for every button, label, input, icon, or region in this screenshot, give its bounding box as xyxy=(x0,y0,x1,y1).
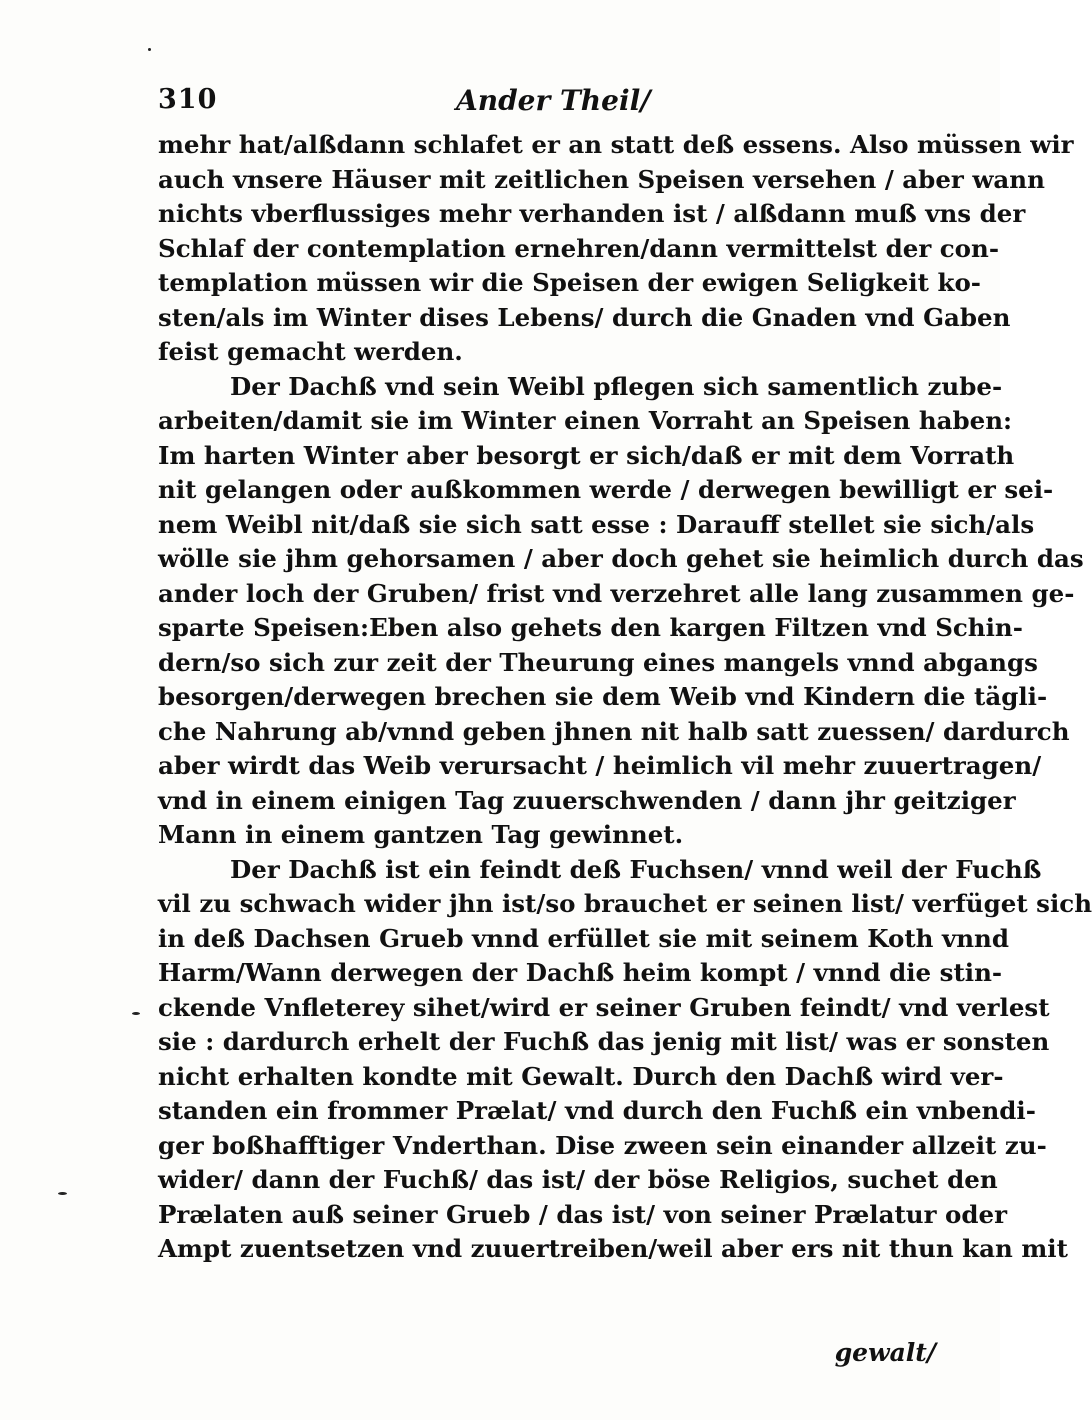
text-line: che Nahrung ab/vnnd geben jhnen nit halb satt zuessen/ dardurch xyxy=(158,716,1070,746)
text-line: Harm/Wann derwegen der Dachß heim kompt / vnnd die stin- xyxy=(158,958,1003,987)
text-line: nicht erhalten kondte mit Gewalt. Durch den Dachß wird ver- xyxy=(158,1061,1004,1091)
text-line: sparte Speisen:Eben also gehets den kargen Filtzen vnd Schin- xyxy=(158,613,1023,642)
text-line: Mann in einem gantzen Tag gewinnet. xyxy=(158,820,684,849)
text-line: nichts vberflussiges mehr verhanden ist / alßdann muß vns der xyxy=(158,199,1026,228)
text-line: nem Weibl nit/daß sie sich satt esse : Darauff stellet sie sich/als xyxy=(158,509,1035,539)
text-line: sie : dardurch erhelt der Fuchß das jenig mit list/ was er sonsten xyxy=(158,1027,1050,1056)
text-line: Schlaf der contemplation ernehren/dann vermittelst der con- xyxy=(158,233,1000,263)
text-line: Prælaten auß seiner Grueb / das ist/ von seiner Prælatur oder xyxy=(158,1199,1007,1229)
text-line: sten/als im Winter dises Lebens/ durch die Gnaden vnd Gaben xyxy=(158,302,1011,332)
running-head: Ander Theil/ xyxy=(456,84,651,117)
ink-speck xyxy=(58,1192,67,1195)
text-line: in deß Dachsen Grueb vnnd erfüllet sie mit seinem Koth vnnd xyxy=(158,923,1009,953)
text-line: ckende Vnfleterey sihet/wird er seiner Gruben feindt/ vnd verlest xyxy=(158,992,1050,1022)
text-line: dern/so sich zur zeit der Theurung eines mangels vnnd abgangs xyxy=(158,647,1038,677)
ink-speck xyxy=(148,48,151,51)
text-line: vnd in einem einigen Tag zuuerschwenden / dann jhr geitziger xyxy=(158,785,1016,815)
ink-speck xyxy=(132,1012,140,1015)
text-line: aber wirdt das Weib verursacht / heimlich vil mehr zuuertragen/ xyxy=(158,751,1042,780)
text-line: wider/ dann der Fuchß/ das ist/ der böse Religios, suchet den xyxy=(158,1165,998,1194)
text-line: Der Dachß ist ein feindt deß Fuchsen/ vnnd weil der Fuchß xyxy=(230,854,1042,884)
text-line: arbeiten/damit sie im Winter einen Vorraht an Speisen haben: xyxy=(158,406,1013,435)
page-number: 310 xyxy=(158,84,218,115)
text-line: Ampt zuentsetzen vnd zuuertreiben/weil aber ers nit thun kan mit xyxy=(158,1234,1068,1263)
text-line: templation müssen wir die Speisen der ewigen Seligkeit ko- xyxy=(158,268,981,297)
text-line: feist gemacht werden. xyxy=(158,337,463,366)
text-line: nit gelangen oder außkommen werde / derwegen bewilligt er sei- xyxy=(158,475,1054,504)
text-line: Im harten Winter aber besorgt er sich/daß er mit dem Vorrath xyxy=(158,440,1015,470)
text-line: ger boßhafftiger Vnderthan. Dise zween sein einander allzeit zu- xyxy=(158,1130,1047,1160)
text-line: besorgen/derwegen brechen sie dem Weib vnd Kindern die tägli- xyxy=(158,682,1048,711)
text-line: vil zu schwach wider jhn ist/so brauchet er seinen list/ verfüget sich xyxy=(158,889,1092,918)
text-line: wölle sie jhm gehorsamen / aber doch gehet sie heimlich durch das xyxy=(158,544,1084,573)
text-line: ander loch der Gruben/ frist vnd verzehret alle lang zusammen ge- xyxy=(158,578,1075,608)
text-line: Der Dachß vnd sein Weibl pflegen sich samentlich zube- xyxy=(230,371,1003,401)
catchword: gewalt/ xyxy=(834,1338,936,1367)
body-text xyxy=(158,128,1092,1267)
page-header xyxy=(158,84,938,124)
text-line: mehr hat/alßdann schlafet er an statt deß essens. Also müssen wir xyxy=(158,130,1074,159)
text-line: auch vnsere Häuser mit zeitlichen Speisen versehen / aber wann xyxy=(158,164,1045,194)
text-line: standen ein frommer Prælat/ vnd durch den Fuchß ein vnbendi- xyxy=(158,1096,1036,1125)
